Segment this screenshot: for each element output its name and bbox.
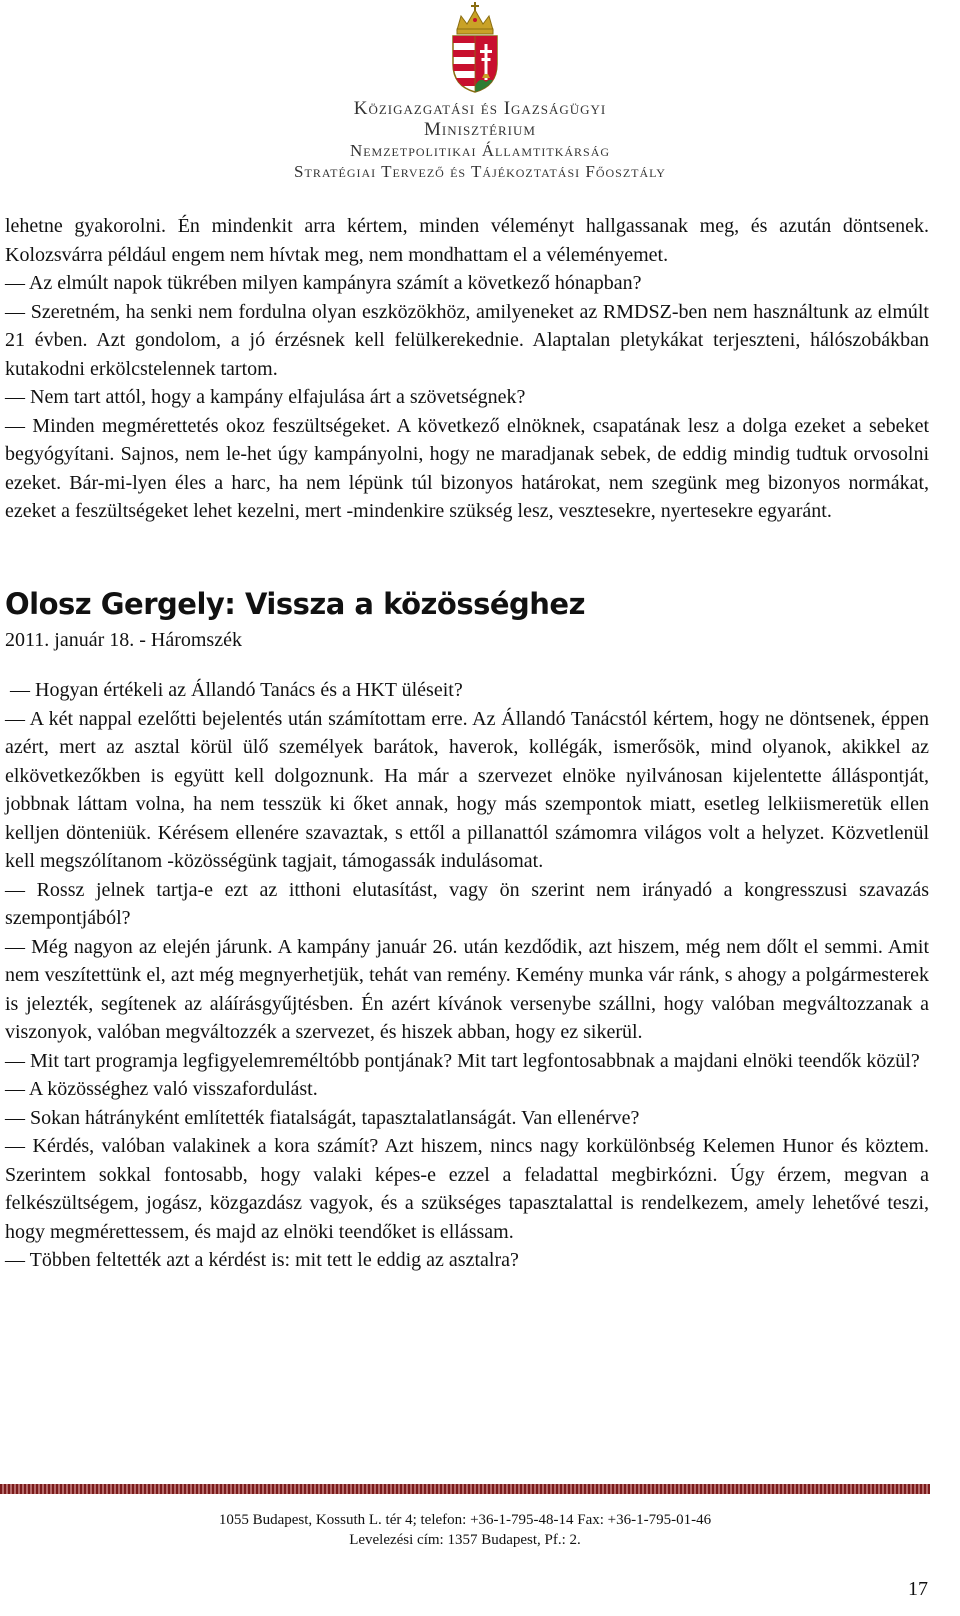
paragraph: — Még nagyon az elején járunk. A kampány január 26. után kezdődik, azt hiszem, még nem dőlt el semmi. Amit nem veszítettünk el, azt még megnyerhetjük, tehát van remény. Kemény munka vár ránk, s ahogy a polgármesterek is jelezték, segítenek az aláírásgyűjtésben. Én azért kívánok versenybe szállni, hogy valóban megváltozzanak a viszonyok, valóban megváltozzék a szervezet, és hiszek abban, hogy ez sikerül. <box>5 935 929 1043</box>
page-footer <box>0 1510 930 1550</box>
footer-decorative-bar <box>0 1482 930 1496</box>
paragraph: — Nem tart attól, hogy a kampány elfajulása árt a szövetségnek? <box>5 386 526 408</box>
article-dateline: 2011. január 18. - Háromszék <box>5 628 242 651</box>
paragraph: — Többen feltették azt a kérdést is: mit tett le eddig az asztalra? <box>5 1249 519 1271</box>
ministry-name-line-1: Közigazgatási és Igazságügyi <box>353 98 607 119</box>
ministry-department-line-1: Nemzetpolitikai Államtitkárság <box>349 141 611 160</box>
paragraph: — Minden megmérettetés okoz feszültségeket. A következő elnöknek, csapatának lesz a dolga ezeket a sebeket begyógyítani. Sajnos, nem le-het úgy kampányolni, hogy ne maradjanak sebek, de eddig mindig tudtuk orvosolni ezeket. Bár-mi-lyen éles a harc, ha nem lépünk túl bizonyos határokat, nem szegünk meg bizonyos normákat, ezeket a feszültségeket lehet kezelni, mert -mindenkire szükség lesz, vesztesekre, nyertesekre egyaránt. <box>5 414 929 522</box>
paragraph: — A két nappal ezelőtti bejelentés után számítottam erre. Az Állandó Tanácstól kértem, hogy ne döntsenek, éppen azért, mert az asztal körül ülő személyek barátok, haverok, kollégák, ismerősök, mind olyanok, akikkel az elkövetkezőkben is együtt kell dolgoznunk. Ha már a szervezet elnöke nyilvánosan kijelentette álláspontját, jobbnak láttam volna, ha nem tesszük ki őket annak, hogy más szempontok miatt, esetleg lelkiismeretük ellen kelljen dönteniük. Kérésem ellenére szavaztak, s ettől a pillanattól számomra világos volt a helyzet. Közvetlenül kell megszólítanom -közösségünk tagjait, támogassák indulásomat. <box>5 707 929 872</box>
page-number: 17 <box>908 1578 928 1600</box>
paragraph: — Rossz jelnek tartja-e ezt az itthoni elutasítást, vagy ön szerint nem irányadó a kongresszusi szavazás szempontjából? <box>5 878 929 929</box>
document-body <box>5 212 929 1275</box>
hungarian-coat-of-arms-icon <box>447 2 503 94</box>
ministry-name-line-2: Minisztérium <box>424 119 536 140</box>
paragraph: — Kérdés, valóban valakinek a kora számít? Azt hiszem, nincs nagy korkülönbség Kelemen Hunor és köztem. Szerintem sokkal fontosabb, hogy valaki képes-e ezzel a feladattal megbirkózni. Úgy érzem, megvan a felkészültségem, jogász, közgazdász vagyok, és a szükséges tapasztalattal is rendelkezem, amely lehetővé teszi, hogy megmérettessem, és majd az elnöki teendőket is ellássam. <box>5 1135 929 1243</box>
paragraph: — Szeretném, ha senki nem fordulna olyan eszközökhöz, amilyeneket az RMDSZ-ben nem használtunk az elmúlt 21 évben. Azt gondolom, a jó érzésnek kell felülkerekednie. Alaptalan pletykákat terjeszteni, hálószobákban kutakodni erkölcstelennek tartom. <box>5 300 929 380</box>
paragraph: — Az elmúlt napok tükrében milyen kampányra számít a következő hónapban? <box>5 272 642 294</box>
footer-postal-address: Levelezési cím: 1357 Budapest, Pf.: 2. <box>349 1532 581 1548</box>
article-title: Olosz Gergely: Vissza a közösséghez <box>5 586 585 621</box>
footer-address: 1055 Budapest, Kossuth L. tér 4; telefon: +36-1-795-48-14 Fax: +36-1-795-01-46 <box>218 1512 712 1528</box>
ministry-letterhead <box>0 98 960 182</box>
ministry-department-line-2: Stratégiai Tervező és Tájékoztatási Főosztály <box>294 162 666 181</box>
paragraph: — Sokan hátrányként említették fiatalságát, tapasztalatlanságát. Van ellenérve? <box>5 1106 640 1129</box>
paragraph: — Hogyan értékeli az Állandó Tanács és a HKT üléseit? <box>5 679 463 701</box>
paragraph: — A közösséghez való visszafordulást. <box>5 1078 318 1100</box>
paragraph: — Mit tart programja legfigyelemreméltóbb pontjának? Mit tart legfontosabbnak a majdani elnöki teendők közül? <box>5 1049 920 1072</box>
page-header <box>0 0 960 200</box>
paragraph: lehetne gyakorolni. Én mindenkit arra kértem, minden véleményt hallgassanak meg, és azután döntsenek. Kolozsvárra például engem nem hívtak meg, nem mondhattam el a véleményemet. <box>5 215 929 266</box>
